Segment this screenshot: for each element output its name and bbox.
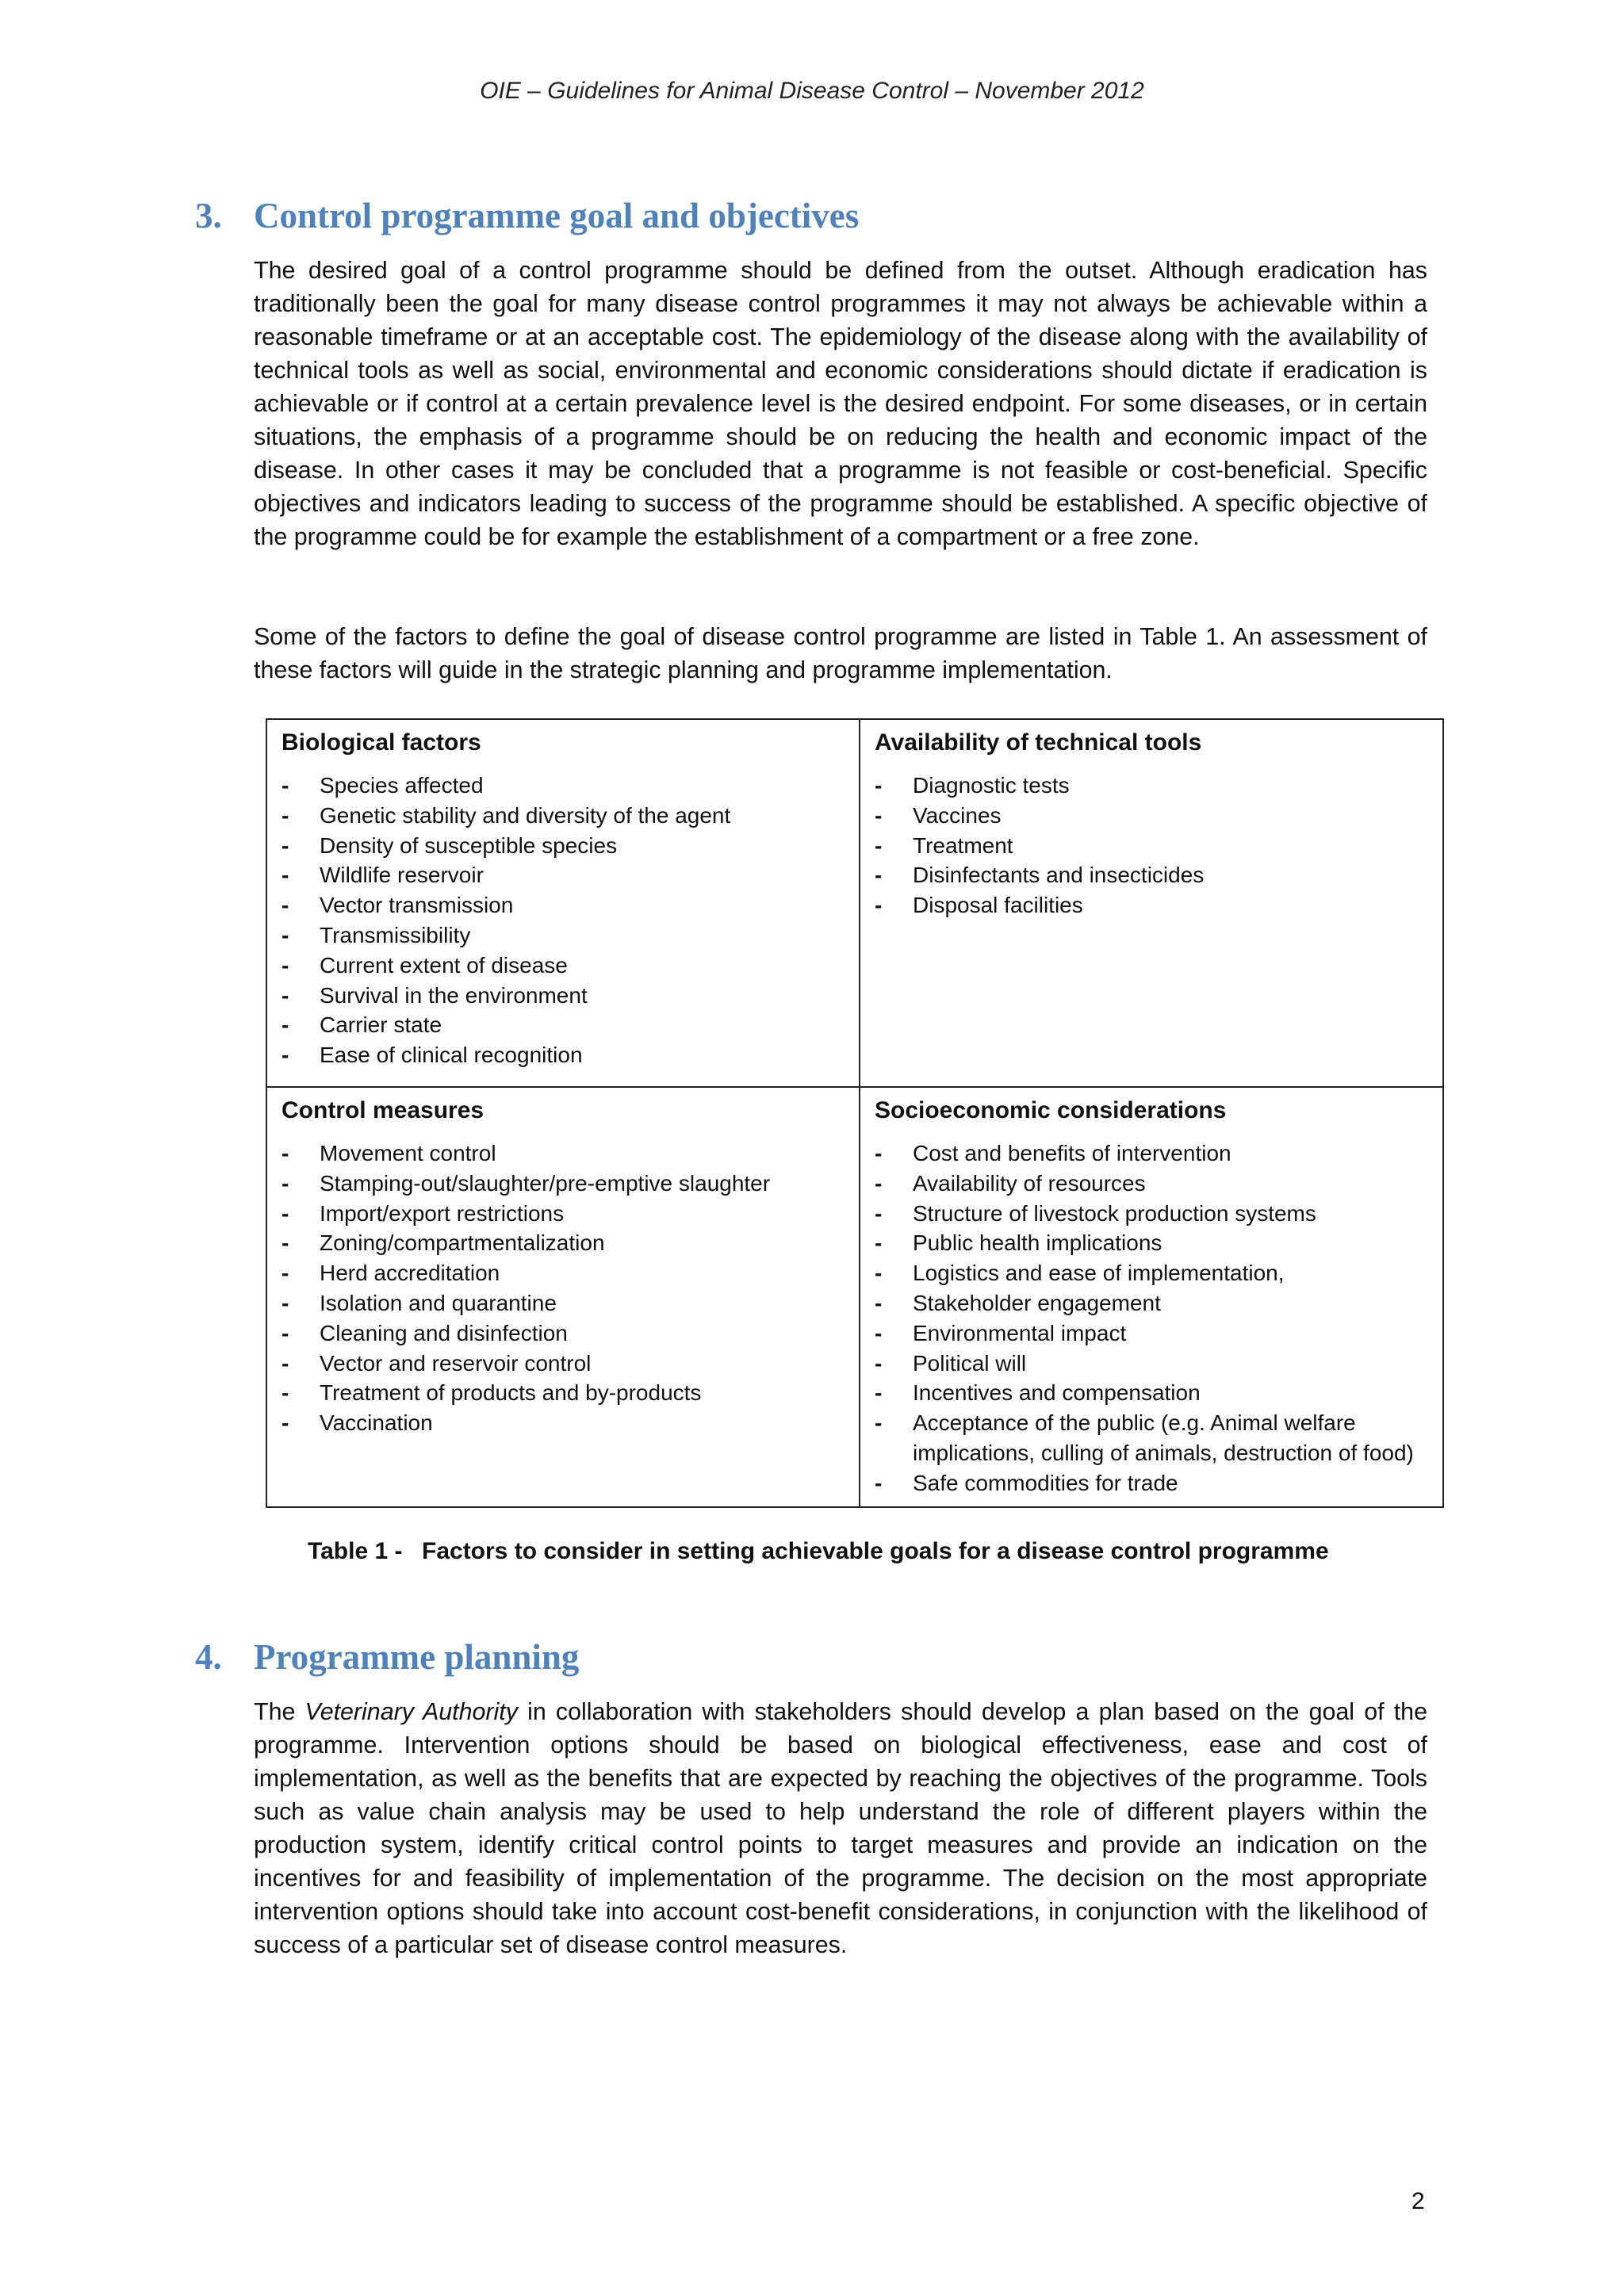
factor-text: Stakeholder engagement [913,1290,1161,1315]
factor-item [282,1408,846,1438]
dash-bullet-icon: - [875,1320,883,1345]
factor-text: Movement control [320,1141,496,1165]
factor-item [875,1138,1430,1169]
factor-item [282,860,846,890]
dash-bullet-icon: - [875,1410,883,1436]
dash-bullet-icon: - [282,1141,289,1165]
factor-item [282,771,846,801]
dash-bullet-icon: - [282,1380,289,1406]
section-4-paragraph [254,1695,1427,1961]
factor-text: Structure of livestock production systems [913,1200,1316,1226]
section-3-paragraph-1: The desired goal of a control programme should be defined from the outset. Although eradication has traditionally been the goal for many disease control programmes it may not always be achievable within a reasonable timeframe or at an acceptable cost. The epidemiology of the disease along with the availability of technical tools as well as social, environmental and economic considerations should dictate if eradication is achievable or if control at a certain prevalence level is the desired endpoint. For some diseases, or in certain situations, the emphasis of a programme should be on reducing the health and economic impact of the disease. In other cases it may be concluded that a programme is not feasible or cost-beneficial. Specific objectives and indicators leading to success of the programme should be established. A specific objective of the programme could be for example the establishment of a compartment or a free zone. [254,257,1427,550]
dash-bullet-icon: - [282,1290,289,1315]
factor-list [282,771,846,1070]
cell-title: Biological factors [282,729,481,756]
factor-item [282,1199,846,1229]
dash-bullet-icon: - [875,1261,883,1286]
factor-text: Ease of clinical recognition [320,1043,583,1068]
dash-bullet-icon: - [282,982,289,1008]
table-cell-technical-tools [860,719,1443,1087]
dash-bullet-icon: - [282,1320,289,1345]
dash-bullet-icon: - [282,952,289,978]
factor-item [282,1010,846,1040]
caption-text: Factors to consider in setting achievable goals for a disease control programme [422,1538,1329,1564]
factor-text: Wildlife reservoir [320,863,484,888]
factor-text: Public health implications [913,1230,1162,1256]
factor-text: Survival in the environment [320,982,588,1008]
factor-item [282,1258,846,1288]
dash-bullet-icon: - [875,1200,883,1226]
factor-item [282,951,846,981]
section-4-title: Programme planning [254,1637,580,1677]
factor-text: Safe commodities for trade [913,1470,1178,1495]
table-cell-control-measures [266,1087,860,1507]
factor-item [282,1169,846,1199]
factor-text: Transmissibility [320,922,471,947]
dash-bullet-icon: - [282,773,289,798]
factor-item [282,1318,846,1349]
factor-text: Incentives and compensation [913,1380,1201,1406]
factor-text: Vector transmission [320,893,514,918]
dash-bullet-icon: - [282,1230,289,1256]
factor-text: Disposal facilities [913,893,1083,918]
factor-text: Current extent of disease [320,952,568,978]
factor-text: Environmental impact [913,1320,1127,1345]
section-3-paragraph-2: Some of the factors to define the goal of disease control programme are listed in Table 1. An assessment of these factors will guide in the strategic planning and programme implementation. [254,623,1427,683]
dash-bullet-icon: - [875,1350,883,1376]
para-text-rest: in collaboration with stakeholders should develop a plan based on the goal of the programme. Intervention options should be based on biological effectiveness, ease and cost of implementation, as well as the benefits that are expected by reaching the objectives of the programme. Tools such as value chain analysis may be used to help understand the role of different players within the production system, identify critical control points to target measures and provide an indication on the incentives for and feasibility of implementation of the programme. The decision on the most appropriate intervention options should take into account cost-benefit considerations, in conjunction with the likelihood of success of a particular set of disease control measures. [254,1698,1427,1958]
factor-text: Acceptance of the public (e.g. Animal welfare implications, culling of animals, destruction of food) [913,1410,1414,1465]
factor-text: Zoning/compartmentalization [320,1230,605,1256]
dash-bullet-icon: - [282,1012,289,1038]
table-row [266,719,1443,1087]
dash-bullet-icon: - [875,863,883,888]
factor-text: Political will [913,1350,1027,1376]
factor-item [875,860,1430,890]
factor-item [875,1199,1430,1229]
table-cell-socioeconomic [860,1087,1443,1507]
para-emphasis: Veterinary Authority [304,1698,518,1725]
dash-bullet-icon: - [875,773,883,798]
dash-bullet-icon: - [875,802,883,828]
factor-text: Diagnostic tests [913,773,1070,798]
table-row [266,1087,1443,1507]
factor-item [875,890,1430,920]
dash-bullet-icon: - [282,1170,289,1196]
factor-item [875,1288,1430,1318]
factor-list [282,1138,846,1438]
cell-title: Availability of technical tools [875,729,1202,756]
factor-text: Treatment [913,832,1013,858]
factor-item [282,1228,846,1258]
factor-text: Carrier state [320,1012,442,1038]
dash-bullet-icon: - [282,802,289,828]
factor-item [875,1169,1430,1199]
section-3-title: Control programme goal and objectives [254,196,860,235]
factor-list [875,771,1430,920]
dash-bullet-icon: - [282,1350,289,1376]
cell-title: Control measures [282,1097,485,1123]
factor-text: Stamping-out/slaughter/pre-emptive slaughter [320,1170,771,1196]
dash-bullet-icon: - [282,922,289,947]
factor-text: Cost and benefits of intervention [913,1141,1231,1165]
factor-item [875,831,1430,861]
factor-item [282,1349,846,1379]
factor-item [282,1288,846,1318]
table-caption [308,1538,1329,1565]
factor-item [875,1258,1430,1288]
page-header: OIE – Guidelines for Animal Disease Control – November 2012 [480,78,1144,104]
section-3-number: 3. [195,196,222,235]
factor-text: Vector and reservoir control [320,1350,592,1376]
factor-item [282,920,846,951]
factor-item [282,1378,846,1408]
factor-item [875,1318,1430,1349]
factor-text: Genetic stability and diversity of the agent [320,802,731,828]
factor-item [282,890,846,920]
factor-text: Import/export restrictions [320,1200,565,1226]
dash-bullet-icon: - [282,1261,289,1286]
dash-bullet-icon: - [875,1290,883,1315]
factor-item [282,1040,846,1070]
dash-bullet-icon: - [282,1200,289,1226]
dash-bullet-icon: - [282,863,289,888]
factor-item [875,1228,1430,1258]
factor-item [875,801,1430,831]
factor-item [875,1349,1430,1379]
dash-bullet-icon: - [875,1141,883,1165]
dash-bullet-icon: - [875,1170,883,1196]
page-number: 2 [1411,2188,1425,2214]
factor-item [875,1378,1430,1408]
factor-text: Treatment of products and by-products [320,1380,702,1406]
dash-bullet-icon: - [875,1230,883,1256]
section-4-heading [195,1636,579,1678]
dash-bullet-icon: - [875,1380,883,1406]
factor-item [282,831,846,861]
dash-bullet-icon: - [282,832,289,858]
factor-text: Herd accreditation [320,1261,500,1286]
dash-bullet-icon: - [875,893,883,918]
factor-text: Logistics and ease of implementation, [913,1261,1285,1286]
factor-text: Cleaning and disinfection [320,1320,568,1345]
factor-text: Disinfectants and insecticides [913,863,1205,888]
dash-bullet-icon: - [282,1410,289,1436]
factor-text: Vaccines [913,802,1002,828]
factor-item [875,1408,1430,1468]
dash-bullet-icon: - [875,1470,883,1495]
factor-text: Availability of resources [913,1170,1146,1196]
section-3-heading [195,195,859,236]
caption-label: Table 1 - [308,1538,403,1564]
factor-item [282,981,846,1011]
factor-text: Vaccination [320,1410,433,1436]
factors-table [266,718,1444,1508]
dash-bullet-icon: - [282,1043,289,1068]
section-4-number: 4. [195,1637,222,1677]
dash-bullet-icon: - [282,893,289,918]
factor-item [282,1138,846,1169]
factor-text: Isolation and quarantine [320,1290,557,1315]
factor-item [875,1468,1430,1498]
factor-item [875,771,1430,801]
dash-bullet-icon: - [875,832,883,858]
factor-list [875,1138,1430,1498]
factor-text: Density of susceptible species [320,832,618,858]
factor-text: Species affected [320,773,484,798]
cell-title: Socioeconomic considerations [875,1097,1227,1123]
table-cell-biological-factors [266,719,860,1087]
factor-item [282,801,846,831]
para-text-start: The [254,1698,305,1725]
